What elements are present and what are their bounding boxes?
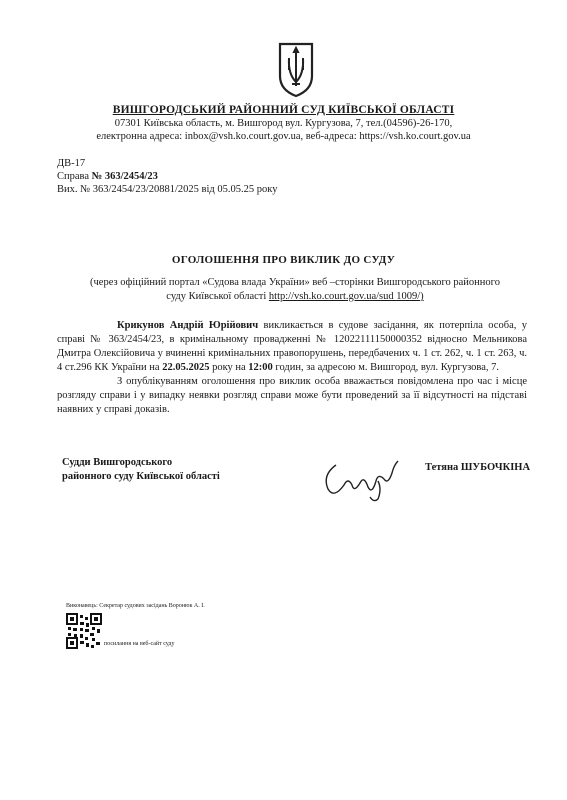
notice-title: ОГОЛОШЕННЯ ПРО ВИКЛИК ДО СУДУ	[171, 254, 396, 266]
signatory-line-1: Судди Вишгородського	[62, 457, 173, 468]
notice-body	[57, 319, 527, 417]
court-address: 07301 Київська область, м. Вишгород вул. Кургузова, 7, тел.(04596)-26-170,	[114, 118, 453, 129]
judge-name: Тетяна ШУБОЧКІНА	[425, 462, 531, 473]
consequence-paragraph: З опублікуванням оголошення про виклик особа вважається повідомлена про час і місце розгляду справи і у випадку неявки розгляд справи може бути проведений за її відсутності на підставі наявних у справі доказів.	[57, 376, 527, 415]
court-contacts: електронна адреса: inbox@vsh.ko.court.gov.ua, веб-адреса: https://vsh.ko.court.gov.ua	[96, 131, 471, 142]
form-code: ДВ-17	[57, 158, 86, 169]
coat-of-arms-icon	[276, 40, 316, 98]
signatory-title	[62, 456, 220, 484]
via-text: суду Київської області	[166, 291, 269, 302]
outgoing-number: Вих. № 363/2454/23/20881/2025 від 05.05.25 року	[57, 184, 278, 195]
summons-text: викликається в судове засідання, як потерпіла особа, у справі № 363/2454/23, в кримінальному провадженні № 12022111150000352 відносно Мельникова Дмитра Олексійовича у вчиненні кримінальних правопорушень, передбачених ч. 1 ст. 262, ч. 1 ст. 263, ч. 4 ст.296 КК України на	[57, 320, 527, 373]
summons-text-2: року на	[209, 362, 249, 373]
qr-caption: посилання на веб-сайт суду	[104, 641, 175, 647]
handwritten-signature	[318, 455, 413, 505]
qr-code-icon[interactable]	[66, 613, 102, 649]
hearing-date: 22.05.2025	[162, 362, 210, 373]
case-line	[57, 170, 158, 183]
court-name: ВИШГОРОДСЬКИЙ РАЙОННИЙ СУД КИЇВСЬКОЇ ОБЛАСТІ	[112, 104, 455, 116]
signatory-line-2: районного суду Київської області	[62, 471, 220, 482]
via-portal-line: (через офіційний портал «Судова влада України» веб –сторінки Вишгородського районного	[90, 277, 500, 288]
court-website-link[interactable]: http://vsh.ko.court.gov.ua/sud 1009/)	[268, 291, 424, 302]
summons-paragraph	[57, 319, 527, 375]
via-portal-line-2	[60, 290, 530, 304]
executor-line: Виконавець: Секретар судових засідань Воронюк А. І.	[66, 603, 205, 609]
case-prefix: Справа	[57, 171, 92, 182]
hearing-time: 12:00	[248, 362, 273, 373]
case-number: № 363/2454/23	[91, 171, 158, 182]
summons-text-3: годин, за адресою м. Вишгород, вул. Кургузова, 7.	[272, 362, 500, 373]
summoned-person: Крикунов Андрій Юрійович	[117, 320, 259, 331]
